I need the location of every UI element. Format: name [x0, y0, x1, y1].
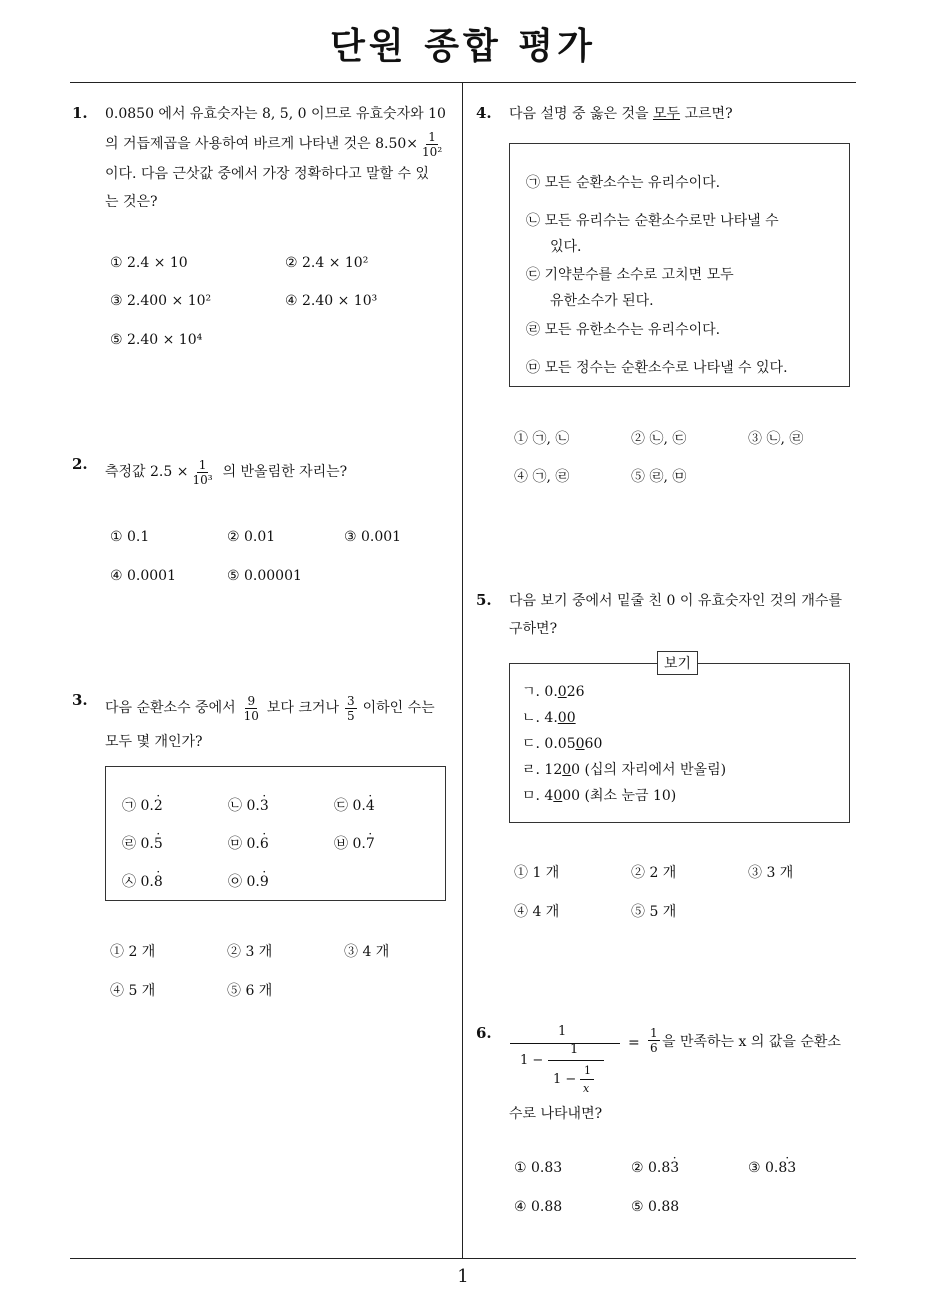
fraction-bar [548, 1060, 604, 1061]
bottom-rule [70, 1258, 856, 1259]
list-item: ㉦ 0.8 · [122, 871, 163, 891]
option-3[interactable]: ③ 0.83 · [748, 1160, 796, 1176]
option-2[interactable]: ② 0.01 [227, 529, 276, 545]
list-item: ㄱ. 0.026 [522, 684, 585, 700]
list-item: ㉧ 0.9 · [228, 871, 269, 891]
list-item: ㉥ 0.7 · [334, 833, 375, 853]
option-1[interactable]: ① 2 개 [110, 944, 156, 960]
list-item: ㉡ 0.3 · [228, 795, 269, 815]
option-2[interactable]: ② 2.4 × 10² [285, 255, 369, 271]
option-3[interactable]: ③ 4 개 [344, 944, 390, 960]
fraction: $\frac{9}{10}$ [243, 693, 259, 723]
question-text: 을 만족하는 x 의 값을 순환소 [662, 1034, 841, 1050]
fraction: $\frac{1}{6}$ [650, 1026, 658, 1055]
list-item: ㉡ 모든 유리수는 순환소수로만 나타낼 수 [526, 213, 779, 229]
option-1[interactable]: ① 2.4 × 10 [110, 255, 188, 271]
list-item: ㉣ 0.5 · [122, 833, 163, 853]
question-number: 3. [72, 691, 88, 709]
list-item: ㉢ 0.4 · [334, 795, 375, 815]
list-item: ㉣ 모든 유한소수는 유리수이다. [526, 322, 721, 338]
list-item: ㉢ 기약분수를 소수로 고치면 모두 [526, 267, 734, 283]
top-rule [70, 82, 856, 83]
statements-box [509, 143, 850, 387]
option-4[interactable]: ④ 2.40 × 10³ [285, 293, 378, 309]
option-5[interactable]: ⑤ 0.00001 [227, 568, 302, 584]
option-5[interactable]: ⑤ 0.88 [631, 1199, 680, 1215]
question-number: 4. [476, 104, 492, 122]
option-4[interactable]: ④ 0.88 [514, 1199, 563, 1215]
fraction: $\frac{1}{\text{10²}}$ [422, 129, 443, 159]
option-4[interactable]: ④ 0.0001 [110, 568, 176, 584]
option-2[interactable]: ② ㉡, ㉢ [631, 431, 687, 447]
fraction: $\frac{3}{5}$ [346, 693, 355, 723]
list-item: ㉠ 모든 순환소수는 유리수이다. [526, 175, 721, 191]
list-item: ㄴ. 4.00 [522, 710, 576, 726]
option-4[interactable]: ④ 5 개 [110, 983, 156, 999]
option-3[interactable]: ③ 2.400 × 10² [110, 293, 212, 309]
question-number: 2. [72, 455, 88, 473]
page-title: 단원 종합 평가 [330, 26, 596, 67]
option-4[interactable]: ④ 4 개 [514, 904, 560, 920]
list-item: ㉤ 모든 정수는 순환소수로 나타낼 수 있다. [526, 360, 788, 376]
example-box [509, 663, 850, 823]
option-2[interactable]: ② 0.83 · [631, 1160, 679, 1176]
list-item-continuation: 유한소수가 된다. [550, 293, 654, 309]
list-item: ㉠ 0.2 · [122, 795, 163, 815]
choices-box [105, 766, 446, 901]
fraction-bar [510, 1043, 620, 1044]
option-3[interactable]: ③ 3 개 [748, 865, 794, 881]
list-item: ㉤ 0.6 · [228, 833, 269, 853]
option-3[interactable]: ③ 0.001 [344, 529, 402, 545]
column-divider [462, 83, 463, 1259]
option-3[interactable]: ③ ㉡, ㉣ [748, 431, 804, 447]
option-5[interactable]: ⑤ 2.40 × 10⁴ [110, 332, 203, 348]
list-item: ㄷ. 0.05060 [522, 736, 603, 752]
question-text: 다음 순환소수 중에서 $\frac{9}{10}$ 보다 크거나 $\frac{3}{5}$ 이하인 수는 [105, 693, 435, 723]
option-1[interactable]: ① 0.83 [514, 1160, 563, 1176]
list-item-continuation: 있다. [550, 239, 582, 255]
option-2[interactable]: ② 2 개 [631, 865, 677, 881]
option-5[interactable]: ⑤ 5 개 [631, 904, 677, 920]
page-number: 1 [457, 1266, 469, 1287]
option-1[interactable]: ① ㉠, ㉡ [514, 431, 570, 447]
list-item: ㄹ. 1200 (십의 자리에서 반올림) [522, 762, 727, 778]
question-number: 6. [476, 1024, 492, 1042]
option-4[interactable]: ④ ㉠, ㉣ [514, 469, 570, 485]
question-text: 다음 보기 중에서 밑줄 친 0 이 유효숫자인 것의 개수를 구하면? [509, 593, 842, 637]
option-2[interactable]: ② 3 개 [227, 944, 273, 960]
option-5[interactable]: ⑤ ㉣, ㉤ [631, 469, 687, 485]
option-1[interactable]: ① 0.1 [110, 529, 150, 545]
fraction-bar [580, 1079, 594, 1080]
list-item: ㅁ. 4000 (최소 눈금 10) [522, 788, 677, 804]
question-text: 0.0850 에서 유효숫자는 8, 5, 0 이므로 유효숫자와 10 의 거듭제곱을 사용하여 바르게 나타낸 것은 8.50× $\frac{1}{\text{10²}}$ 이다. 다음 근삿값 중에서 가장 정확하다고 말할 수 있 는 것은? [105, 106, 446, 210]
example-legend: 보기 [657, 651, 698, 675]
option-5[interactable]: ⑤ 6 개 [227, 983, 273, 999]
fraction: $\frac{1}{\text{10³}}$ [192, 457, 213, 487]
question-number: 5. [476, 591, 492, 609]
option-1[interactable]: ① 1 개 [514, 865, 560, 881]
question-text: 다음 설명 중 옳은 것을 모두 고르면? [509, 106, 733, 122]
question-text: 측정값 2.5 × $\frac{1}{\text{10³}}$ 의 반올림한 자리는? [105, 457, 348, 487]
question-number: 1. [72, 104, 88, 122]
